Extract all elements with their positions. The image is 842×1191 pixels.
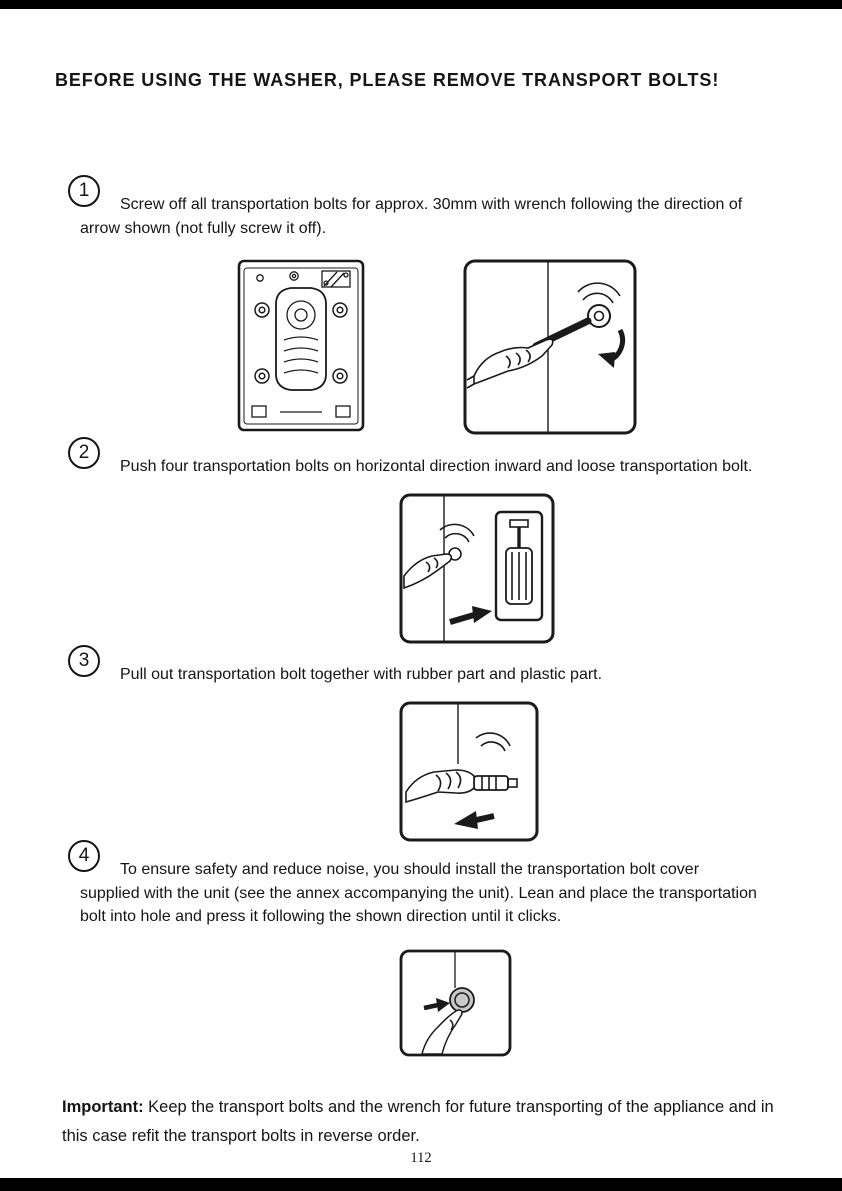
important-label: Important: — [62, 1097, 144, 1116]
press-cover-icon — [398, 948, 513, 1058]
step-2-text: Push four transportation bolts on horizontal direction inward and loose transportation bolt. — [120, 458, 753, 475]
pull-bolt-illustration — [398, 700, 540, 843]
step-4 — [68, 840, 774, 929]
top-border-bar — [0, 0, 842, 9]
page-title: BEFORE USING THE WASHER, PLEASE REMOVE TRANSPORT BOLTS! — [55, 70, 720, 91]
push-bolt-icon — [398, 492, 556, 645]
pull-bolt-icon — [398, 700, 540, 843]
washer-back-illustration — [236, 258, 366, 433]
washer-back-icon — [236, 258, 366, 433]
step-3-text: Pull out transportation bolt together with rubber part and plastic part. — [120, 666, 603, 683]
step-1-number: 1 — [78, 180, 90, 201]
wrench-unscrew-illustration — [462, 258, 638, 436]
step-1-figures — [236, 258, 638, 436]
bottom-border-bar — [0, 1178, 842, 1191]
step-1-text: Screw off all transportation bolts for approx. 30mm with wrench following the direction of arrow shown (not fully screw it off). — [80, 196, 743, 237]
important-text: Keep the transport bolts and the wrench for future transporting of the appliance and in this case refit the transport bolts in reverse order. — [62, 1097, 774, 1145]
step-3-number: 3 — [78, 650, 90, 671]
push-bolt-illustration — [398, 492, 556, 645]
step-4-text: To ensure safety and reduce noise, you should install the transportation bolt cover supplied with the unit (see the annex accompanying the unit). Lean and place the transportation bolt into hole and press it following the shown direction until it clicks. — [80, 861, 757, 925]
step-1 — [68, 175, 774, 240]
step-2-number: 2 — [78, 442, 90, 463]
press-cover-illustration — [398, 948, 513, 1058]
step-2 — [68, 437, 774, 479]
step-4-number: 4 — [78, 845, 90, 866]
step-3 — [68, 645, 774, 687]
page-number: 112 — [410, 1150, 432, 1166]
wrench-icon — [462, 258, 638, 436]
important-note — [62, 1093, 777, 1151]
